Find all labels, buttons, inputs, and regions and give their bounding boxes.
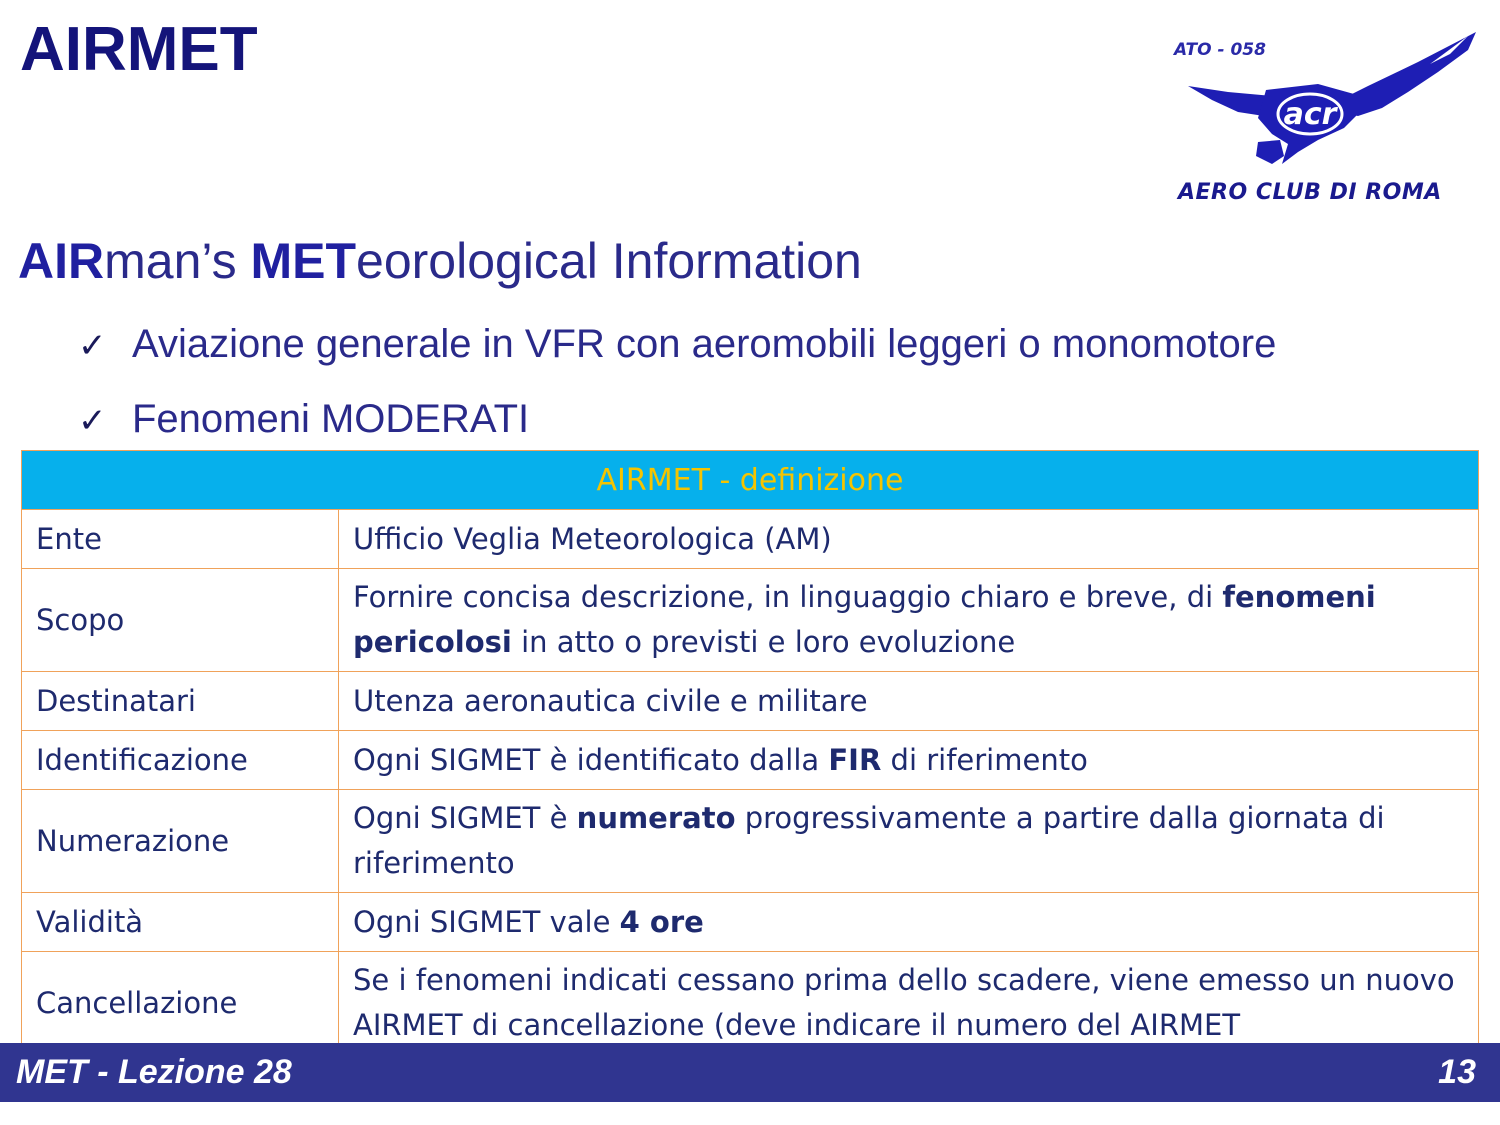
table-row bbox=[22, 790, 1479, 893]
svg-text:acr: acr bbox=[1283, 97, 1337, 132]
slide-subtitle bbox=[18, 232, 862, 290]
table-row bbox=[22, 731, 1479, 790]
lecture-label: MET - Lezione 28 bbox=[16, 1053, 292, 1091]
table-row bbox=[22, 672, 1479, 731]
table-header: AIRMET - definizione bbox=[22, 451, 1479, 510]
logo-code: ATO - 058 bbox=[1174, 40, 1266, 60]
table-row bbox=[22, 952, 1479, 1055]
row-label: Numerazione bbox=[22, 790, 339, 893]
row-value: Ogni SIGMET vale 4 ore bbox=[339, 893, 1479, 952]
row-label: Scopo bbox=[22, 569, 339, 672]
table-row bbox=[22, 893, 1479, 952]
subtitle-bold-met: MET bbox=[250, 233, 357, 289]
row-value: Se i fenomeni indicati cessano prima dello scadere, viene emesso un nuovo AIRMET di cancellazione (deve indicare il numero del AIRMET bbox=[339, 952, 1479, 1055]
row-value: Fornire concisa descrizione, in linguaggio chiaro e breve, di fenomeni pericolosi in atto o previsti e loro evoluzione bbox=[339, 569, 1479, 672]
subtitle-text-1: man’s bbox=[104, 233, 251, 289]
table-row bbox=[22, 510, 1479, 569]
slide-footer bbox=[0, 1043, 1500, 1102]
subtitle-text-2: eorological Information bbox=[356, 233, 862, 289]
logo-name: AERO CLUB DI ROMA bbox=[1178, 180, 1442, 205]
row-value: Ogni SIGMET è numerato progressivamente a partire dalla giornata di riferimento bbox=[339, 790, 1479, 893]
row-label: Ente bbox=[22, 510, 339, 569]
definition-table bbox=[21, 450, 1479, 1055]
bullet-text: Fenomeni MODERATI bbox=[132, 397, 530, 441]
row-value: Ogni SIGMET è identificato dalla FIR di riferimento bbox=[339, 731, 1479, 790]
table-row bbox=[22, 569, 1479, 672]
row-label: Destinatari bbox=[22, 672, 339, 731]
slide-title: AIRMET bbox=[20, 15, 258, 84]
checkmark-icon: ✓ bbox=[78, 401, 107, 441]
page-number: 13 bbox=[1438, 1053, 1476, 1091]
bullet-item bbox=[78, 397, 529, 442]
row-label: Validità bbox=[22, 893, 339, 952]
aero-club-logo bbox=[1168, 28, 1486, 214]
checkmark-icon: ✓ bbox=[78, 326, 107, 366]
row-value: Ufficio Veglia Meteorologica (AM) bbox=[339, 510, 1479, 569]
bullet-item bbox=[78, 322, 1276, 367]
bullet-text: Aviazione generale in VFR con aeromobili leggeri o monomotore bbox=[132, 322, 1277, 366]
row-value: Utenza aeronautica civile e militare bbox=[339, 672, 1479, 731]
row-label: Identificazione bbox=[22, 731, 339, 790]
row-label: Cancellazione bbox=[22, 952, 339, 1055]
subtitle-bold-air: AIR bbox=[18, 233, 105, 289]
